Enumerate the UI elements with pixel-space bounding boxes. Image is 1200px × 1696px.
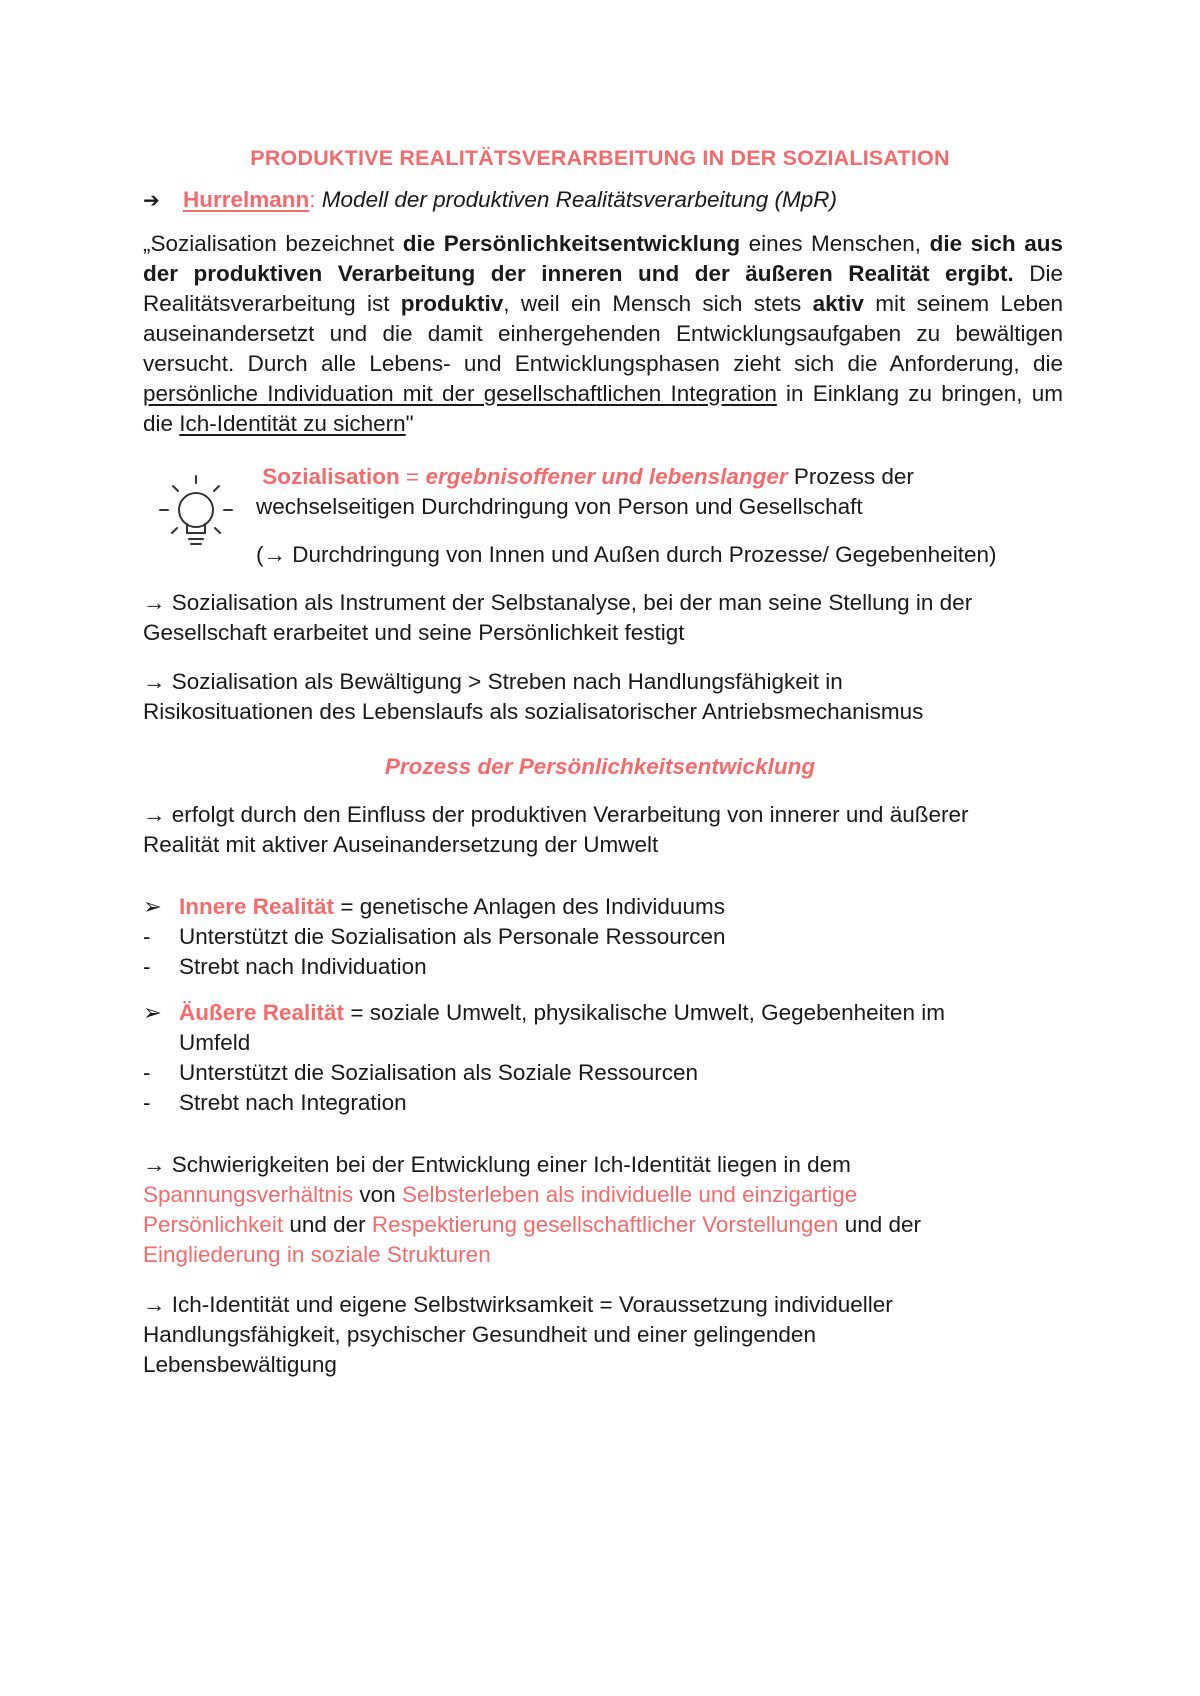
list-item [143, 922, 1063, 952]
quote-text-5: mit seinem Leben auseinandersetzt und die damit einhergehenden Entwicklungsaufgaben zu bewältigen versucht. Durch alle Lebens- und Entwicklungsphasen zieht sich die Anforderung, die [143, 291, 1063, 376]
difficulty-integration: Eingliederung in soziale Strukturen [143, 1242, 491, 1267]
arrow-icon: ➔ [143, 190, 160, 212]
quote-text-3: Die Realitätsverarbeitung ist [143, 261, 1063, 316]
arrowhead-icon: ➢ [143, 894, 162, 919]
outer-reality-heading [143, 998, 1063, 1058]
definition-note: (→ Durchdringung von Innen und Außen durch Prozesse/ Gegebenheiten) [256, 542, 997, 567]
model-name: Modell der produktiven Realitätsverarbeitung (MpR) [315, 187, 838, 212]
quote-bold-3: produktiv [400, 291, 504, 316]
process-line2: Realität mit aktiver Auseinandersetzung der Umwelt [143, 832, 659, 857]
difficulty-tension: Spannungsverhältnis [143, 1182, 354, 1207]
conclusion-line1: → Ich-Identität und eigene Selbstwirksamkeit = Voraussetzung individueller [143, 1292, 893, 1317]
quote-text-6: in Einklang zu bringen, um die [143, 381, 1064, 436]
difficulty-text-1: von [353, 1182, 402, 1207]
outer-reality-def-2: Umfeld [179, 1030, 251, 1055]
process-description [143, 800, 1063, 860]
definition-emphasis: ergebnisoffener und lebenslanger [425, 464, 788, 489]
point2-line2: Risikosituationen des Lebenslaufs als sozialisatorischer Antriebsmechanismus [143, 699, 924, 724]
point-self-analysis [143, 588, 1063, 648]
quote-underline-2: Ich-Identität zu sichern [179, 411, 406, 436]
difficulty-text-2: und der [283, 1212, 372, 1237]
author-colon: : [309, 187, 316, 212]
model-line [143, 185, 1063, 216]
point2-line1: → Sozialisation als Bewältigung > Streben nach Handlungsfähigkeit in [143, 669, 843, 694]
quote-bold-4: aktiv [812, 291, 864, 316]
list-dash: - [143, 1060, 151, 1085]
list-item-text: Strebt nach Individuation [179, 954, 427, 979]
identity-difficulties [143, 1150, 1063, 1270]
identity-conclusion [143, 1290, 1063, 1380]
definition-rest-2: wechselseitigen Durchdringung von Person und Gesellschaft [256, 494, 863, 519]
difficulty-self-experience: Selbsterleben als individuelle und einzigartige [401, 1182, 858, 1207]
conclusion-line2: Handlungsfähigkeit, psychischer Gesundheit und einer gelingenden [143, 1322, 816, 1347]
definition-eq: = [399, 464, 426, 489]
difficulty-personality: Persönlichkeit [143, 1212, 284, 1237]
outer-reality-def-1: = soziale Umwelt, physikalische Umwelt, Gegebenheiten im [344, 1000, 945, 1025]
point1-line2: Gesellschaft erarbeitet und seine Persönlichkeit festigt [143, 620, 685, 645]
difficulty-line1: → Schwierigkeiten bei der Entwicklung einer Ich-Identität liegen in dem [143, 1152, 851, 1177]
list-item [143, 1088, 1063, 1118]
arrowhead-icon: ➢ [143, 1000, 162, 1025]
process-line1: → erfolgt durch den Einfluss der produktiven Verarbeitung von innerer und äußerer [143, 802, 969, 827]
quote-bold-2: die sich aus der produktiven Verarbeitung der inneren und der äußeren Realität ergibt. [143, 231, 1063, 286]
list-item-text: Unterstützt die Sozialisation als Personale Ressourcen [179, 924, 726, 949]
definition-term: Sozialisation [262, 464, 400, 489]
socialization-definition [256, 462, 1066, 522]
list-item [143, 1058, 1063, 1088]
quote-text-1: „Sozialisation bezeichnet [143, 231, 403, 256]
point-coping [143, 667, 1063, 727]
definition-quote [143, 229, 1063, 439]
quote-text-4: , weil ein Mensch sich stets [503, 291, 813, 316]
list-dash: - [143, 954, 151, 979]
page-title: PRODUKTIVE REALITÄTSVERARBEITUNG IN DER SOZIALISATION [250, 146, 950, 170]
difficulty-text-3: und der [838, 1212, 921, 1237]
lightbulb-icon [152, 470, 238, 564]
inner-reality-label: Innere Realität [179, 894, 335, 919]
outer-reality-label: Äußere Realität [179, 1000, 345, 1025]
list-dash: - [143, 924, 151, 949]
inner-reality-heading [143, 892, 1063, 922]
quote-bold-1: die Persönlichkeitsentwicklung [402, 231, 741, 256]
author-name: Hurrelmann [183, 187, 310, 212]
section-subheading: Prozess der Persönlichkeitsentwicklung [384, 754, 816, 779]
quote-text-2: eines Menschen, [740, 231, 930, 256]
inner-reality-def: = genetische Anlagen des Individuums [334, 894, 725, 919]
list-item-text: Strebt nach Integration [179, 1090, 407, 1115]
point1-line1: → Sozialisation als Instrument der Selbstanalyse, bei der man seine Stellung in der [143, 590, 973, 615]
conclusion-line3: Lebensbewältigung [143, 1352, 337, 1377]
quote-text-7: " [405, 411, 414, 436]
definition-rest-1: Prozess der [787, 464, 914, 489]
difficulty-respect: Respektierung gesellschaftlicher Vorstellungen [371, 1212, 839, 1237]
list-dash: - [143, 1090, 151, 1115]
list-item [143, 952, 1063, 982]
list-item-text: Unterstützt die Sozialisation als Soziale Ressourcen [179, 1060, 699, 1085]
quote-underline-1: persönliche Individuation mit der gesellschaftlichen Integration [143, 381, 777, 406]
